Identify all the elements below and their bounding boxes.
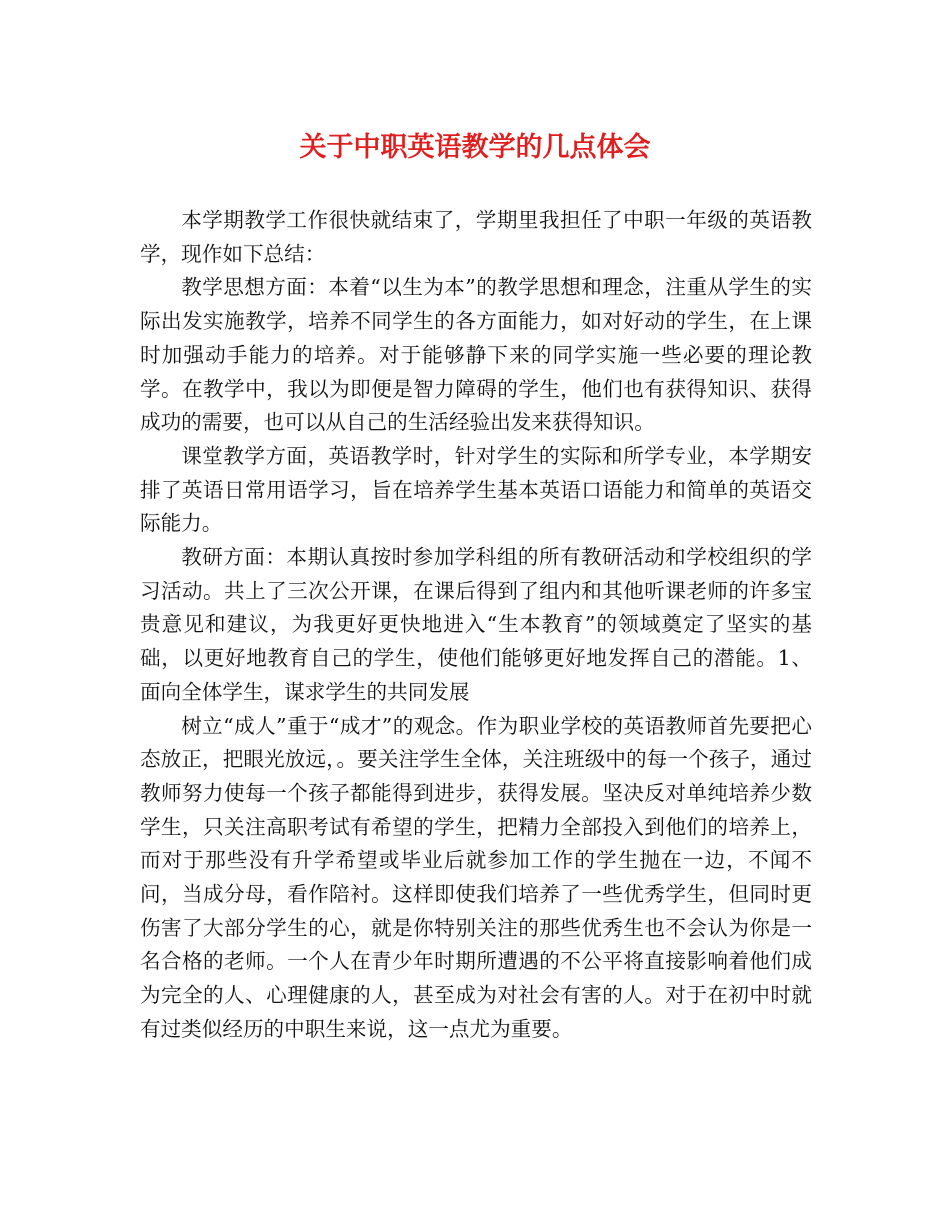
paragraph-intro: 本学期教学工作很快就结束了，学期里我担任了中职一年级的英语教学，现作如下总结： [140,208,812,266]
paragraph-teaching-philosophy: 教学思想方面：本着“以生为本”的教学思想和理念，注重从学生的实际出发实施教学，培养不同学生的各方面能力，如对好动的学生，在上课时加强动手能力的培养。对于能够静下来的同学实施一些必要的理论教学。在教学中，我以为即便是智力障碍的学生，他们也有获得知识、获得成功的需要，也可以从自己的生活经验出发来获得知识。 [140,275,812,435]
document-title: 关于中职英语教学的几点体会 [299,132,651,163]
paragraph-student-development: 树立“成人”重于“成才”的观念。作为职业学校的英语教师首先要把心态放正，把眼光放远，。要关注学生全体，关注班级中的每一个孩子，通过教师努力使每一个孩子都能得到进步，获得发展。坚决反对单纯培养少数学生，只关注高职考试有希望的学生，把精力全部投入到他们的培养上，而对于那些没有升学希望或毕业后就参加工作的学生抛在一边，不闻不问，当成分母，看作陪衬。这样即使我们培养了一些优秀学生，但同时更伤害了大部分学生的心，就是你特别关注的那些优秀生也不会认为你是一名合格的老师。一个人在青少年时期所遭遇的不公平将直接影响着他们成为完全的人、心理健康的人，甚至成为对社会有害的人。对于在初中时就有过类似经历的中职生来说，这一点尤为重要。 [140,713,812,1041]
document-body [140,204,812,1047]
paragraph-classroom-teaching: 课堂教学方面，英语教学时，针对学生的实际和所学专业，本学期安排了英语日常用语学习，旨在培养学生基本英语口语能力和简单的英语交际能力。 [140,443,812,536]
paragraph-teaching-research: 教研方面：本期认真按时参加学科组的所有教研活动和学校组织的学习活动。共上了三次公开课，在课后得到了组内和其他听课老师的许多宝贵意见和建议，为我更好更快地进入“生本教育”的领域奠定了坚实的基础，以更好地教育自己的学生，使他们能够更好地发挥自己的潜能。1、面向全体学生，谋求学生的共同发展 [140,545,812,704]
